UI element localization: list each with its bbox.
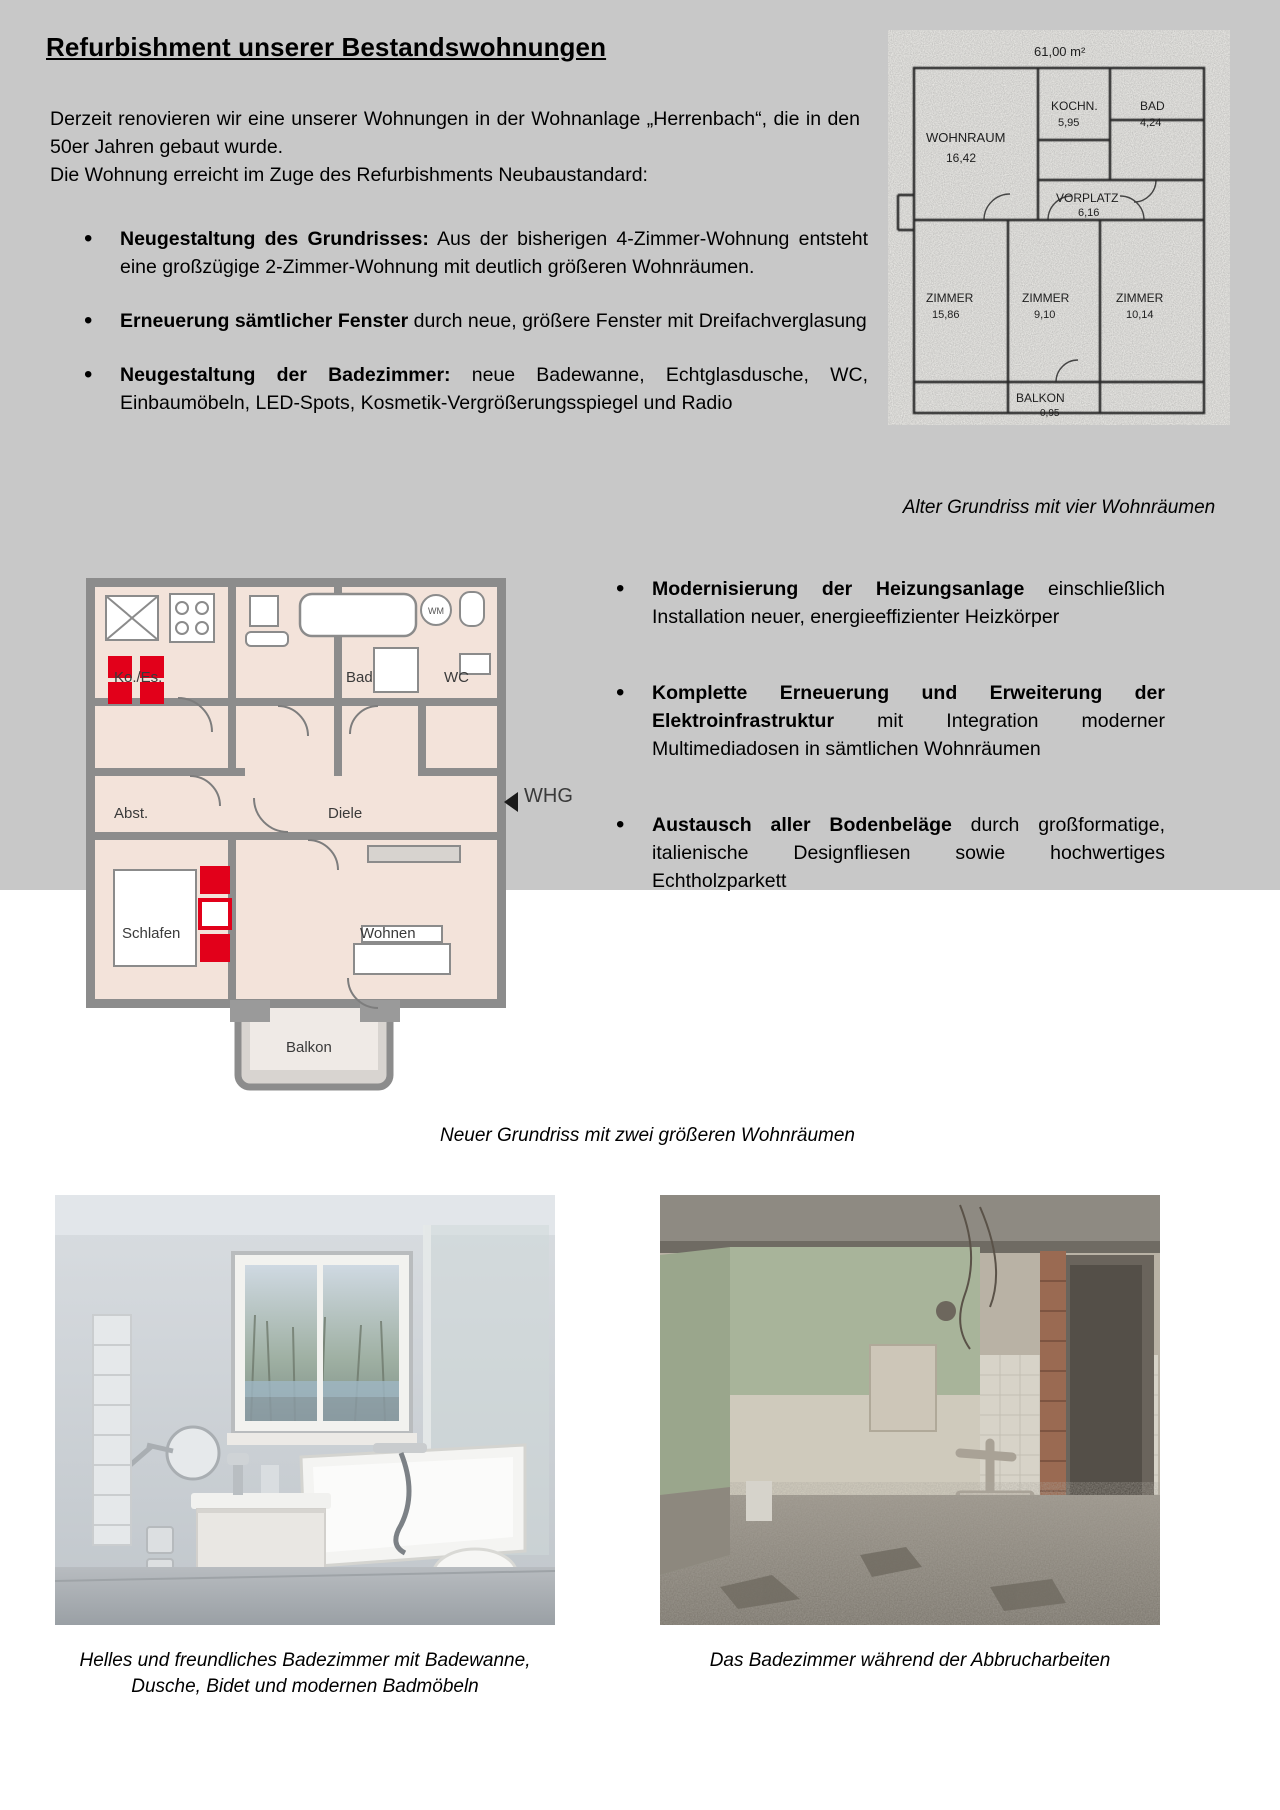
list-item-rest: neue Badewanne, Echtglasdusche, WC, Einbaumöbeln, LED-Spots, Kosmetik-Vergrößerungsspiegel und Radio (120, 364, 869, 414)
list-item (78, 307, 868, 335)
old-plan-room-area: 0,95 (1040, 408, 1060, 419)
list-item-bold: Erneuerung sämtlicher Fenster (120, 310, 409, 332)
old-plan-room-area: 15,86 (932, 309, 960, 321)
photo-caption-right: Das Badezimmer während der Abbrucharbeiten (709, 1650, 1111, 1671)
list-item-text (120, 225, 868, 281)
new-plan-room-label: Balkon (286, 1039, 332, 1056)
intro-text (50, 105, 860, 189)
list-item-bold: Neugestaltung des Grundrisses: (120, 228, 429, 250)
photo-caption-left: Helles und freundliches Badezimmer mit Badewanne, Dusche, Bidet und modernen Badmöbeln (79, 1650, 531, 1697)
list-item-text (652, 575, 1165, 631)
photo-bathroom-demolition-svg (660, 1195, 1160, 1625)
list-item-rest: einschließlich Installation neuer, energieeffizienter Heizkörper (652, 578, 1166, 628)
old-floor-plan-caption: Alter Grundriss mit vier Wohnräumen (902, 497, 1216, 518)
list-item-text (652, 679, 1165, 763)
photo-bathroom-finished-svg (55, 1195, 555, 1625)
entrance-label: WHG (524, 785, 573, 807)
bullet-marker-icon: • (84, 307, 93, 334)
old-plan-room-area: 4,24 (1140, 117, 1162, 129)
bullet-marker-icon: • (84, 361, 93, 388)
list-item (610, 575, 1165, 631)
washing-machine-label: WM (428, 606, 444, 616)
old-plan-room-area: 9,10 (1034, 309, 1056, 321)
old-plan-room-label: BAD (1140, 99, 1165, 113)
old-plan-room-label: BALKON (1016, 391, 1065, 405)
new-plan-room-label: Abst. (114, 805, 149, 822)
old-plan-room-area: 5,95 (1058, 117, 1080, 129)
photo-bathroom-finished (55, 1195, 555, 1625)
list-item (78, 225, 868, 281)
bullet-marker-icon: • (616, 575, 625, 602)
old-plan-room-label: ZIMMER (1116, 291, 1164, 305)
old-plan-room-area: 6,16 (1078, 207, 1100, 219)
old-plan-room-label: ZIMMER (926, 291, 974, 305)
intro-paragraph-2: Die Wohnung erreicht im Zuge des Refurbishments Neubaustandard: (50, 164, 648, 186)
list-item-rest: mit Integration moderner Multimediadosen in sämtlichen Wohnräumen (652, 710, 1165, 760)
old-floor-plan-svg (888, 30, 1230, 425)
list-item (610, 679, 1165, 763)
list-item-bold: Austausch aller Bodenbeläge (652, 814, 952, 836)
list-item (610, 811, 1165, 895)
new-plan-room-label: Diele (328, 805, 363, 822)
photo-bathroom-demolition (660, 1195, 1160, 1625)
feature-list-top (78, 225, 868, 443)
old-plan-room-label: VORPLATZ (1056, 191, 1119, 205)
list-item-bold: Neugestaltung der Badezimmer: (120, 364, 451, 386)
list-item (78, 361, 868, 417)
new-plan-room-label: Schlafen (122, 925, 181, 942)
new-plan-room-label: WC (444, 669, 469, 686)
old-plan-room-area: 10,14 (1126, 309, 1154, 321)
new-plan-room-label: Ko./Es. (114, 669, 163, 686)
old-floor-plan-image (888, 30, 1230, 425)
list-item-text (652, 811, 1165, 895)
list-item-text (120, 361, 868, 417)
list-item-bold: Modernisierung der Heizungsanlage (652, 578, 1025, 600)
old-plan-room-area: 16,42 (946, 151, 977, 165)
list-item-rest: durch neue, größere Fenster mit Dreifachverglasung (408, 310, 867, 332)
list-item-bold: Komplette Erneuerung und Erweiterung der Elektroinfrastruktur (652, 682, 1165, 732)
new-floor-plan-caption: Neuer Grundriss mit zwei größeren Wohnräumen (440, 1125, 855, 1146)
old-plan-room-label: KOCHN. (1051, 99, 1098, 113)
list-item-rest: Aus der bisherigen 4-Zimmer-Wohnung entsteht eine großzügige 2-Zimmer-Wohnung mit deutlich größeren Wohnräumen. (120, 228, 868, 278)
new-floor-plan-svg (78, 570, 558, 1130)
bullet-marker-icon: • (616, 679, 625, 706)
old-plan-room-label: WOHNRAUM (926, 130, 1006, 145)
page-title: Refurbishment unserer Bestandswohnungen (46, 32, 607, 62)
list-item-text (120, 307, 868, 335)
list-item-rest: durch großformatige, italienische Designfliesen sowie hochwertiges Echtholzparkett (652, 814, 1165, 892)
bullet-marker-icon: • (616, 811, 625, 838)
entrance-arrow-icon (504, 792, 518, 812)
bullet-marker-icon: • (84, 225, 93, 252)
new-plan-room-label: Bad (346, 669, 373, 686)
new-floor-plan-image (78, 570, 558, 1125)
intro-paragraph-1: Derzeit renovieren wir eine unserer Wohnungen in der Wohnanlage „Herrenbach“, die in den 50er Jahren gebaut wurde. (50, 108, 860, 158)
feature-list-right (610, 575, 1165, 921)
old-plan-room-label: ZIMMER (1022, 291, 1070, 305)
new-plan-room-label: Wohnen (360, 925, 416, 942)
old-plan-total-area: 61,00 m² (1034, 44, 1086, 59)
